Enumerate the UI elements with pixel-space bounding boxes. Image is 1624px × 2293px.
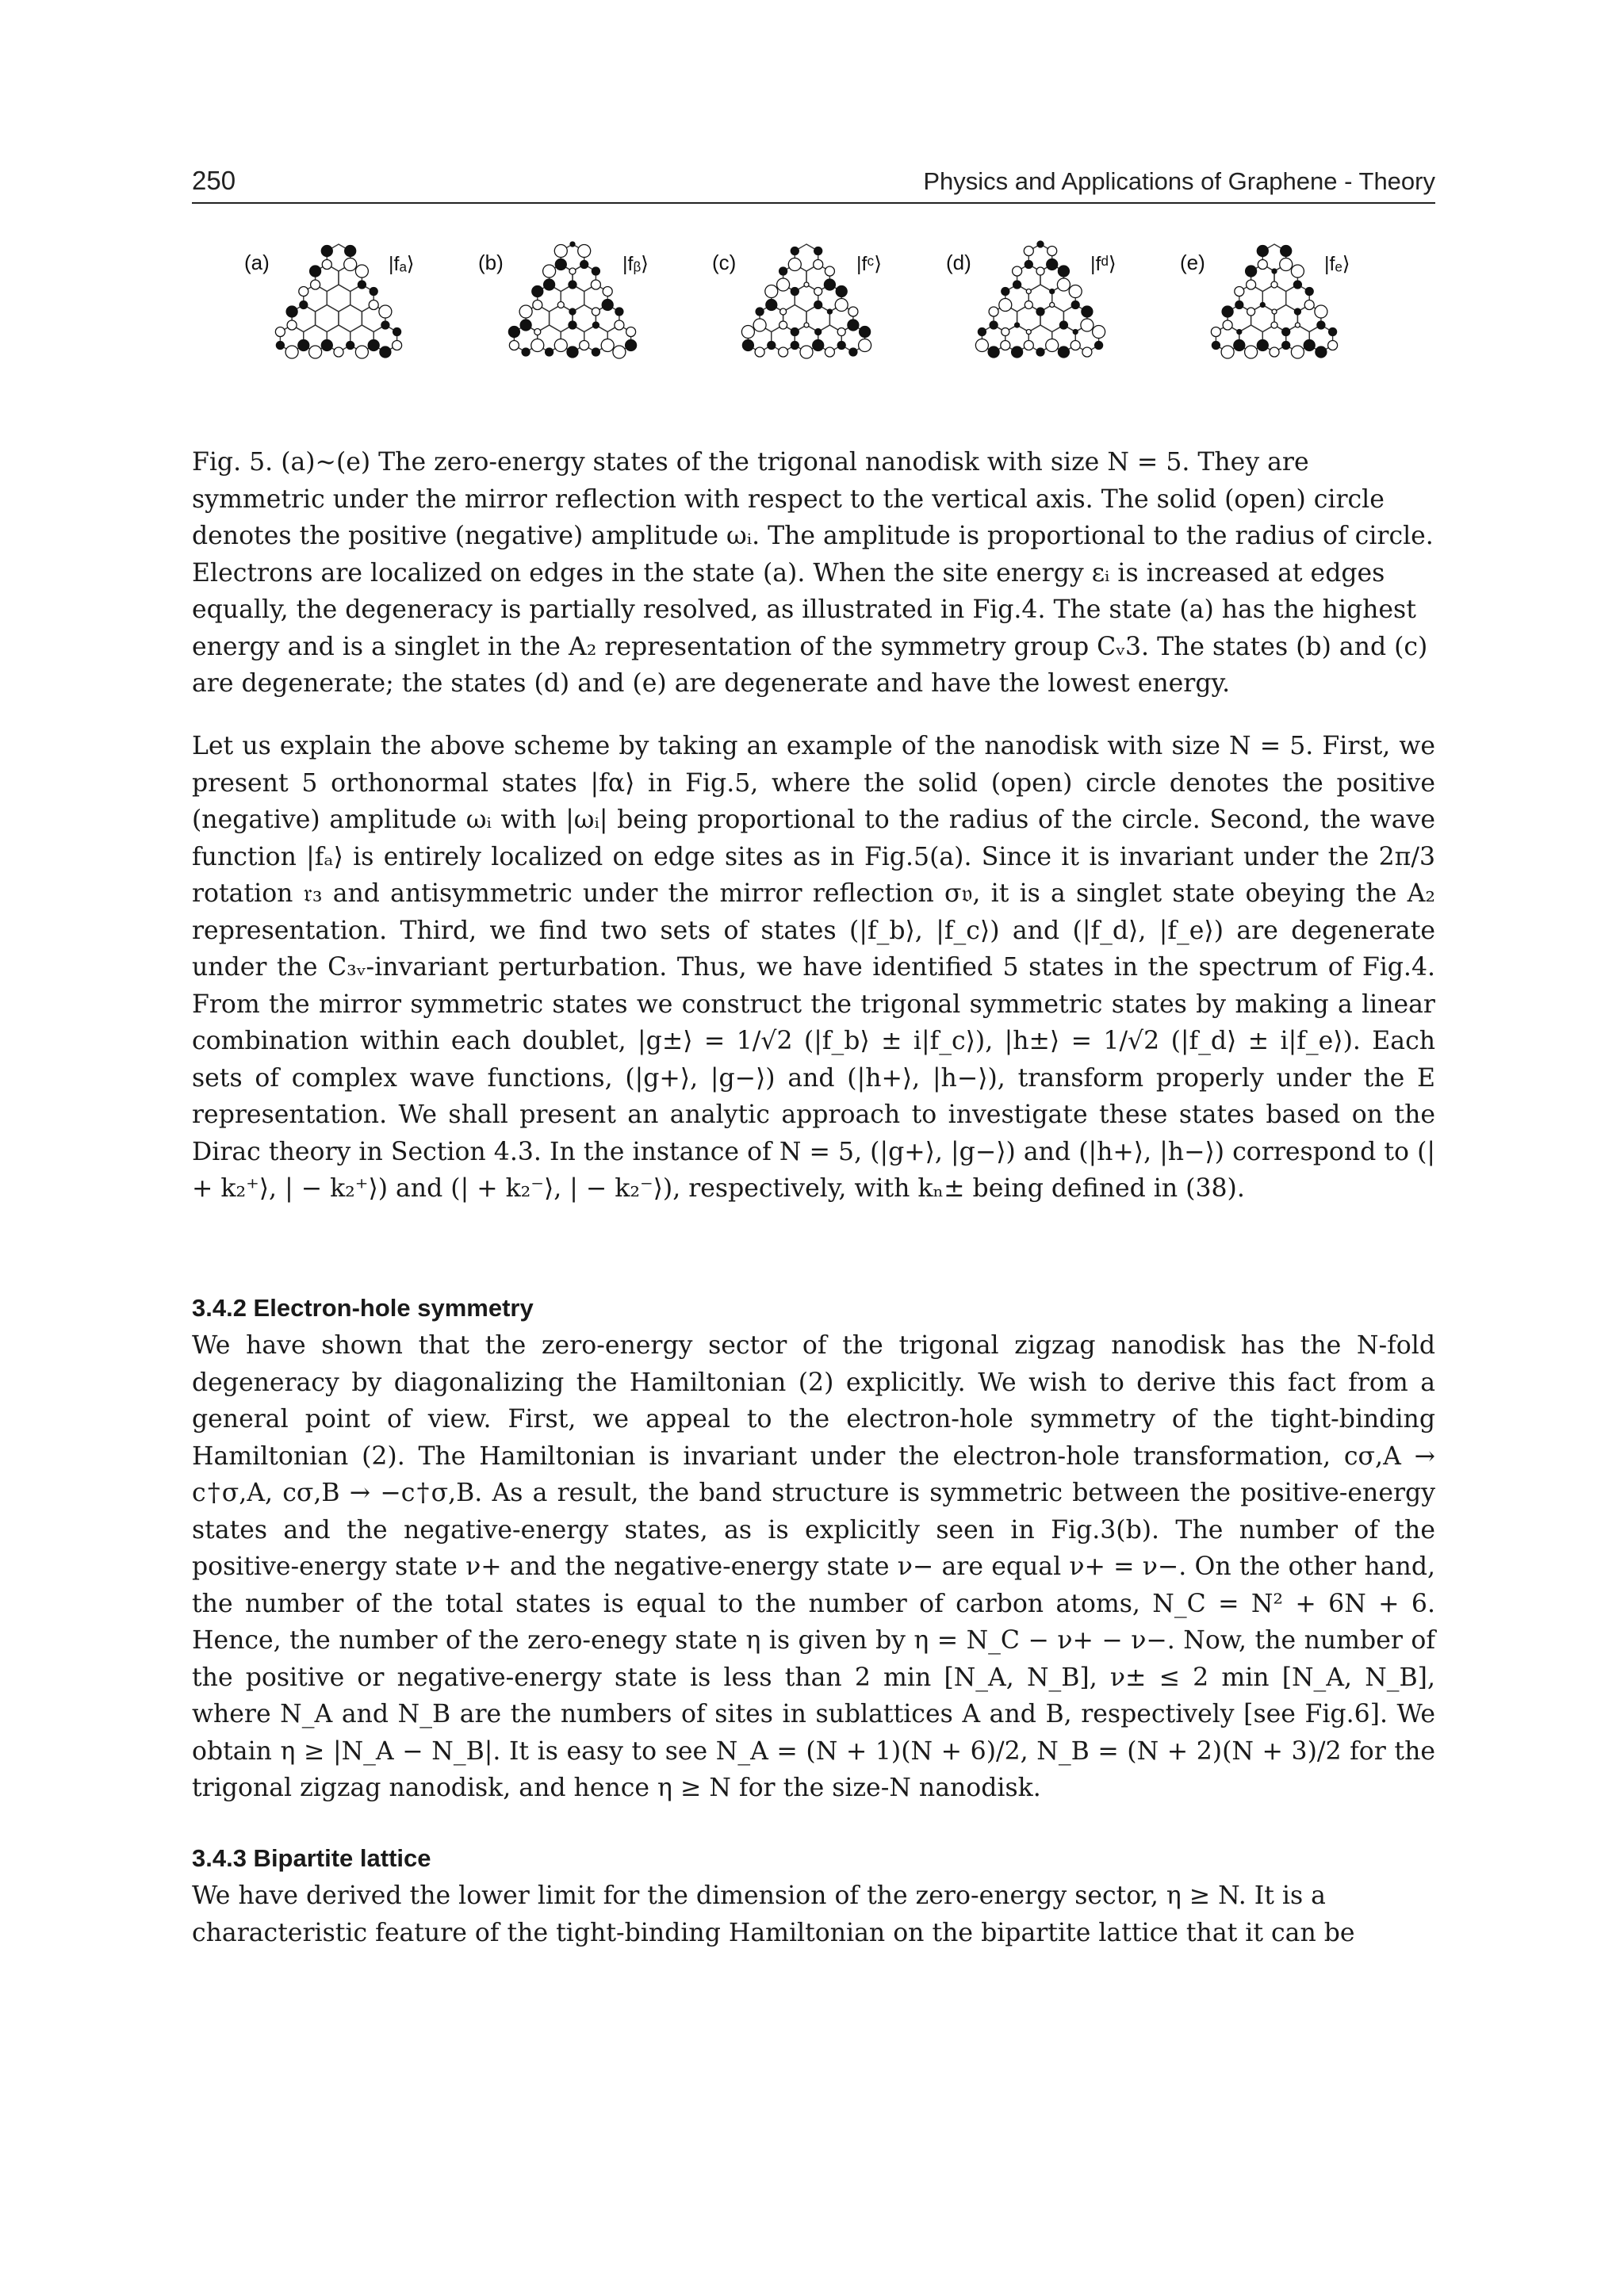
positive-amplitude-dot bbox=[615, 308, 623, 316]
panel-ket: |fₑ⟩ bbox=[1324, 253, 1350, 275]
positive-amplitude-dot bbox=[381, 321, 389, 329]
positive-amplitude-dot bbox=[345, 246, 356, 257]
negative-amplitude-dot bbox=[1024, 247, 1033, 256]
positive-amplitude-dot bbox=[1082, 306, 1093, 317]
positive-amplitude-dot bbox=[1025, 261, 1032, 269]
negative-amplitude-dot bbox=[554, 245, 567, 258]
panel-label: (a) bbox=[244, 251, 270, 274]
positive-amplitude-dot bbox=[1294, 308, 1300, 315]
negative-amplitude-dot bbox=[1050, 303, 1055, 308]
positive-amplitude-dot bbox=[791, 328, 799, 336]
positive-amplitude-dot bbox=[1246, 266, 1257, 277]
positive-amplitude-dot bbox=[990, 321, 998, 329]
negative-amplitude-dot bbox=[825, 266, 834, 276]
positive-amplitude-dot bbox=[347, 342, 354, 350]
negative-amplitude-dot bbox=[311, 280, 320, 289]
positive-amplitude-dot bbox=[1212, 342, 1220, 350]
negative-amplitude-dot bbox=[788, 258, 801, 271]
positive-amplitude-dot bbox=[1281, 246, 1292, 257]
negative-amplitude-dot bbox=[1024, 341, 1033, 350]
positive-amplitude-dot bbox=[380, 346, 391, 358]
negative-amplitude-dot bbox=[592, 308, 599, 316]
negative-amplitude-dot bbox=[1247, 308, 1255, 316]
positive-amplitude-dot bbox=[1305, 288, 1313, 296]
negative-amplitude-dot bbox=[275, 327, 285, 337]
negative-amplitude-dot bbox=[1013, 266, 1022, 276]
negative-amplitude-dot bbox=[531, 339, 544, 352]
section-heading-3-4-3 bbox=[192, 1841, 1435, 1876]
positive-amplitude-dot bbox=[742, 340, 753, 351]
positive-amplitude-dot bbox=[567, 346, 578, 358]
negative-amplitude-dot bbox=[519, 305, 532, 318]
positive-amplitude-dot bbox=[1058, 346, 1069, 358]
negative-amplitude-dot bbox=[1291, 265, 1304, 278]
panel-label: (b) bbox=[478, 251, 504, 274]
negative-amplitude-dot bbox=[1315, 305, 1327, 318]
positive-amplitude-dot bbox=[1282, 328, 1290, 336]
positive-amplitude-dot bbox=[1260, 303, 1265, 308]
negative-amplitude-dot bbox=[1057, 278, 1070, 291]
negative-amplitude-dot bbox=[837, 328, 845, 336]
negative-amplitude-dot bbox=[814, 260, 823, 270]
positive-amplitude-dot bbox=[520, 320, 531, 331]
negative-amplitude-dot bbox=[825, 347, 834, 357]
positive-amplitude-dot bbox=[978, 328, 986, 336]
negative-amplitude-dot bbox=[1026, 289, 1031, 294]
negative-amplitude-dot bbox=[1304, 301, 1314, 310]
positive-amplitude-dot bbox=[1304, 340, 1315, 351]
negative-amplitude-dot bbox=[569, 268, 576, 274]
paragraph-1 bbox=[192, 728, 1435, 1208]
negative-amplitude-dot bbox=[814, 288, 822, 296]
positive-amplitude-dot bbox=[837, 342, 845, 350]
positive-amplitude-dot bbox=[1036, 308, 1044, 316]
negative-amplitude-dot bbox=[603, 287, 612, 297]
negative-amplitude-dot bbox=[509, 341, 519, 350]
positive-amplitude-dot bbox=[1272, 269, 1277, 274]
positive-amplitude-dot bbox=[370, 288, 377, 296]
figure-panel-e bbox=[1159, 228, 1389, 436]
positive-amplitude-dot bbox=[626, 340, 637, 351]
negative-amplitude-dot bbox=[615, 320, 624, 330]
positive-amplitude-dot bbox=[768, 342, 776, 350]
negative-amplitude-dot bbox=[1295, 323, 1300, 327]
figure-panel-a bbox=[224, 228, 454, 436]
panel-ket: |fᵦ⟩ bbox=[622, 253, 649, 275]
negative-amplitude-dot bbox=[1272, 309, 1277, 314]
positive-amplitude-dot bbox=[310, 266, 321, 277]
negative-amplitude-dot bbox=[1211, 327, 1220, 337]
positive-amplitude-dot bbox=[555, 259, 566, 270]
positive-amplitude-dot bbox=[766, 300, 777, 311]
positive-amplitude-dot bbox=[1012, 346, 1023, 358]
section-heading-3-4-2 bbox=[192, 1291, 1435, 1326]
paragraph-text: Let us explain the above scheme by taking an example of the nanodisk with size N = 5. First, we present 5 orthonormal states |fα⟩ in Fig.5, where the solid (open) circle denotes the positive (negative) amplitude ωᵢ with |ωᵢ| being proportional to the radius of the circle. Second, the wave function |fₐ⟩ is entirely localized on edge sites as in Fig.5(a). Since it is invariant under the 2π/3 rotation 𝔯₃ and antisymmetric under the mirror reflection σ𝔳, it is a singlet state obeying the A₂ representation. Third, we find two sets of states (|f_b⟩, |f_c⟩) and (|f_d⟩, |f_e⟩) are degenerate under the C₃ᵥ-invariant perturbation. Thus, we have identified 5 states in the spectrum of Fig.4. From the mirror symmetric states we construct the trigonal symmetric states by making a linear combination within each doublet, |g±⟩ = 1/√2 (|f_b⟩ ± i|f_c⟩), |h±⟩ = 1/√2 (|f_d⟩ ± i|f_e⟩). Each sets of complex wave functions, (|g+⟩, |g−⟩) and (|h+⟩, |h−⟩), transform properly under the E representation. We shall present an analytic approach to investigate these states based on the Dirac theory in Section 4.3. In the instance of N = 5, (|g+⟩, |g−⟩) and (|h+⟩, |h−⟩) correspond to (| + k₂⁺⟩, | − k₂⁺⟩) and (| + k₂⁻⟩, | − k₂⁻⟩), respectively, with kₙ± being defined in (38). bbox=[192, 732, 1435, 1203]
negative-amplitude-dot bbox=[344, 258, 357, 271]
positive-amplitude-dot bbox=[848, 320, 859, 331]
negative-amplitude-dot bbox=[601, 339, 614, 352]
page-number: 250 bbox=[192, 166, 236, 195]
negative-amplitude-dot bbox=[626, 327, 636, 337]
positive-amplitude-dot bbox=[1047, 259, 1058, 270]
negative-amplitude-dot bbox=[1026, 330, 1031, 335]
positive-amplitude-dot bbox=[827, 309, 832, 314]
hexagon-cell bbox=[327, 285, 350, 312]
positive-amplitude-dot bbox=[1002, 288, 1009, 296]
negative-amplitude-dot bbox=[800, 346, 813, 358]
positive-amplitude-dot bbox=[836, 286, 847, 297]
paragraph-text: We have derived the lower limit for the dimension of the zero-energy sector, η ≥ N. It is a characteristic feature of the tight-binding Hamiltonian on the bipartite lattice that it can be bbox=[192, 1881, 1355, 1947]
positive-amplitude-dot bbox=[815, 329, 822, 335]
negative-amplitude-dot bbox=[613, 346, 626, 358]
figure-caption bbox=[192, 444, 1435, 702]
positive-amplitude-dot bbox=[1235, 301, 1243, 309]
negative-amplitude-dot bbox=[755, 347, 764, 357]
negative-amplitude-dot bbox=[1082, 347, 1092, 357]
negative-amplitude-dot bbox=[355, 265, 368, 278]
panel-ket: |fᶜ⟩ bbox=[856, 253, 883, 275]
negative-amplitude-dot bbox=[765, 285, 778, 298]
positive-amplitude-dot bbox=[368, 340, 379, 351]
positive-amplitude-dot bbox=[1037, 241, 1044, 247]
positive-amplitude-dot bbox=[569, 308, 576, 315]
negative-amplitude-dot bbox=[1247, 280, 1256, 289]
panel-ket: |fᵈ⟩ bbox=[1090, 253, 1116, 275]
hexagon-cell bbox=[316, 305, 339, 332]
positive-amplitude-dot bbox=[860, 327, 871, 338]
negative-amplitude-dot bbox=[835, 299, 848, 312]
positive-amplitude-dot bbox=[756, 308, 764, 316]
positive-amplitude-dot bbox=[1059, 321, 1067, 329]
negative-amplitude-dot bbox=[1270, 347, 1279, 357]
negative-amplitude-dot bbox=[393, 341, 402, 350]
positive-amplitude-dot bbox=[592, 348, 599, 356]
negative-amplitude-dot bbox=[779, 347, 788, 357]
negative-amplitude-dot bbox=[1025, 301, 1032, 309]
positive-amplitude-dot bbox=[602, 300, 613, 311]
negative-amplitude-dot bbox=[334, 347, 343, 357]
positive-amplitude-dot bbox=[1293, 281, 1301, 289]
negative-amplitude-dot bbox=[309, 346, 322, 358]
negative-amplitude-dot bbox=[975, 339, 988, 352]
hexagon-cell bbox=[1262, 285, 1285, 312]
hexagon-cell bbox=[339, 305, 362, 332]
positive-amplitude-dot bbox=[791, 288, 799, 296]
positive-amplitude-dot bbox=[1282, 342, 1290, 350]
section-title: 3.4.2 Electron-hole symmetry bbox=[192, 1294, 534, 1322]
positive-amplitude-dot bbox=[580, 261, 588, 269]
positive-amplitude-dot bbox=[813, 340, 824, 351]
negative-amplitude-dot bbox=[999, 299, 1012, 312]
positive-amplitude-dot bbox=[1071, 301, 1079, 309]
positive-amplitude-dot bbox=[1317, 321, 1325, 329]
paragraph-text: We have shown that the zero-energy sector of the trigonal zigzag nanodisk has the N-fold degeneracy by diagonalizing the Hamiltonian (2) explicitly. We wish to derive this fact from a general point of view. First, we appeal to the electron-hole symmetry of the tight-binding Hamiltonian (2). The Hamiltonian is invariant under the electron-hole transformation, cσ,A → c†σ,A, cσ,B → −c†σ,B. As a result, the band structure is symmetric between the positive-energy states and the negative-energy states, as is explicitly seen in Fig.3(b). The number of the positive-energy state ν+ and the negative-energy state ν− are equal ν+ = ν−. On the other hand, the number of the total states is equal to the number of carbon atoms, N_C = N² + 6N + 6. Hence, the number of the zero-enegy state η is given by η = N_C − ν+ − ν−. Now, the number of the positive or negative-energy state is less than 2 min [N_A, N_B], ν± ≤ 2 min [N_A, N_B], where N_A and N_B are the numbers of sites in sublattices A and B, respectively [see Fig.6]. We obtain η ≥ |N_A − N_B|. It is easy to see N_A = (N + 1)(N + 6)/2, N_B = (N + 2)(N + 3)/2 for the trigonal zigzag nanodisk, and hence η ≥ N for the size-N nanodisk. bbox=[192, 1331, 1435, 1802]
positive-amplitude-dot bbox=[358, 281, 366, 289]
positive-amplitude-dot bbox=[592, 267, 599, 275]
negative-amplitude-dot bbox=[1328, 341, 1338, 350]
negative-amplitude-dot bbox=[1245, 346, 1258, 358]
negative-amplitude-dot bbox=[285, 346, 298, 358]
negative-amplitude-dot bbox=[355, 346, 368, 358]
running-title: Physics and Applications of Graphene - Theory bbox=[923, 167, 1435, 195]
positive-amplitude-dot bbox=[300, 301, 308, 309]
positive-amplitude-dot bbox=[569, 321, 576, 329]
panel-label: (c) bbox=[712, 251, 737, 274]
negative-amplitude-dot bbox=[578, 245, 591, 258]
positive-amplitude-dot bbox=[1015, 323, 1020, 327]
negative-amplitude-dot bbox=[753, 319, 766, 331]
positive-amplitude-dot bbox=[532, 286, 543, 297]
positive-amplitude-dot bbox=[1013, 281, 1021, 289]
positive-amplitude-dot bbox=[779, 267, 787, 275]
negative-amplitude-dot bbox=[1221, 346, 1234, 358]
negative-amplitude-dot bbox=[369, 301, 378, 310]
figure-panel-d bbox=[925, 228, 1155, 436]
negative-amplitude-dot bbox=[299, 287, 308, 297]
negative-amplitude-dot bbox=[1291, 346, 1304, 358]
positive-amplitude-dot bbox=[791, 342, 799, 350]
negative-amplitude-dot bbox=[1069, 285, 1082, 298]
section-title: 3.4.3 Bipartite lattice bbox=[192, 1844, 431, 1872]
positive-amplitude-dot bbox=[814, 301, 822, 309]
negative-amplitude-dot bbox=[989, 307, 998, 316]
negative-amplitude-dot bbox=[1235, 287, 1244, 297]
negative-amplitude-dot bbox=[1093, 326, 1105, 339]
positive-amplitude-dot bbox=[276, 342, 284, 350]
negative-amplitude-dot bbox=[1258, 260, 1267, 270]
positive-amplitude-dot bbox=[393, 328, 401, 336]
negative-amplitude-dot bbox=[1280, 258, 1293, 271]
running-header bbox=[192, 163, 1435, 204]
positive-amplitude-dot bbox=[791, 247, 799, 255]
negative-amplitude-dot bbox=[804, 323, 809, 327]
positive-amplitude-dot bbox=[1316, 346, 1327, 358]
positive-amplitude-dot bbox=[988, 346, 999, 358]
figure-panel-b bbox=[458, 228, 688, 436]
negative-amplitude-dot bbox=[1271, 281, 1277, 288]
negative-amplitude-dot bbox=[859, 339, 871, 352]
positive-amplitude-dot bbox=[1036, 348, 1044, 356]
panel-label: (d) bbox=[946, 251, 971, 274]
positive-amplitude-dot bbox=[1050, 289, 1055, 294]
positive-amplitude-dot bbox=[849, 348, 857, 356]
positive-amplitude-dot bbox=[570, 242, 575, 247]
negative-amplitude-dot bbox=[1223, 320, 1232, 330]
negative-amplitude-dot bbox=[779, 321, 787, 329]
positive-amplitude-dot bbox=[1257, 246, 1268, 257]
positive-amplitude-dot bbox=[508, 327, 519, 338]
negative-amplitude-dot bbox=[533, 301, 542, 310]
negative-amplitude-dot bbox=[780, 308, 787, 315]
positive-amplitude-dot bbox=[569, 281, 576, 289]
panel-ket: |fₐ⟩ bbox=[389, 253, 415, 275]
positive-amplitude-dot bbox=[544, 279, 555, 290]
paragraph-3 bbox=[192, 1878, 1435, 1951]
figure-5 bbox=[224, 228, 1389, 436]
positive-amplitude-dot bbox=[1329, 328, 1337, 336]
positive-amplitude-dot bbox=[592, 322, 599, 328]
negative-amplitude-dot bbox=[379, 305, 392, 318]
negative-amplitude-dot bbox=[591, 280, 600, 289]
negative-amplitude-dot bbox=[543, 265, 556, 278]
negative-amplitude-dot bbox=[580, 341, 589, 350]
positive-amplitude-dot bbox=[814, 247, 822, 255]
negative-amplitude-dot bbox=[1081, 319, 1094, 331]
negative-amplitude-dot bbox=[848, 307, 858, 316]
positive-amplitude-dot bbox=[1073, 330, 1078, 335]
paragraph-2 bbox=[192, 1327, 1435, 1807]
figure-panel-c bbox=[691, 228, 921, 436]
negative-amplitude-dot bbox=[1271, 322, 1277, 328]
negative-amplitude-dot bbox=[777, 278, 790, 291]
negative-amplitude-dot bbox=[741, 326, 754, 339]
positive-amplitude-dot bbox=[286, 306, 297, 317]
positive-amplitude-dot bbox=[298, 340, 309, 351]
positive-amplitude-dot bbox=[522, 348, 530, 356]
positive-amplitude-dot bbox=[1237, 330, 1242, 335]
negative-amplitude-dot bbox=[1046, 339, 1059, 352]
positive-amplitude-dot bbox=[1095, 342, 1103, 350]
negative-amplitude-dot bbox=[1036, 267, 1044, 275]
positive-amplitude-dot bbox=[824, 279, 835, 290]
positive-amplitude-dot bbox=[1058, 266, 1069, 277]
negative-amplitude-dot bbox=[534, 329, 541, 335]
negative-amplitude-dot bbox=[804, 282, 809, 287]
negative-amplitude-dot bbox=[1002, 328, 1009, 336]
positive-amplitude-dot bbox=[1257, 340, 1268, 351]
positive-amplitude-dot bbox=[321, 340, 332, 351]
positive-amplitude-dot bbox=[1222, 306, 1233, 317]
negative-amplitude-dot bbox=[287, 320, 297, 330]
caption-text: Fig. 5. (a)∼(e) The zero-energy states of the trigonal nanodisk with size N = 5. They are symmetric under the mirror reflection with respect to the vertical axis. The solid (open) circle denotes the positive (negative) amplitude ωᵢ. The amplitude is proportional to the radius of circle. Electrons are localized on edges in the state (a). When the site energy εᵢ is increased at edges equally, the degeneracy is partially resolved, as illustrated in Fig.4. The state (a) has the highest energy and is a singlet in the A₂ representation of the symmetry group Cᵥ3. The states (b) and (c) are degenerate; the states (d) and (e) are degenerate and have the lowest energy. bbox=[192, 448, 1434, 698]
positive-amplitude-dot bbox=[1234, 340, 1245, 351]
negative-amplitude-dot bbox=[1048, 247, 1057, 256]
panel-label: (e) bbox=[1180, 251, 1205, 274]
positive-amplitude-dot bbox=[321, 246, 332, 257]
positive-amplitude-dot bbox=[546, 348, 553, 356]
negative-amplitude-dot bbox=[557, 302, 564, 308]
negative-amplitude-dot bbox=[1001, 341, 1010, 350]
negative-amplitude-dot bbox=[554, 339, 567, 352]
negative-amplitude-dot bbox=[322, 260, 331, 270]
negative-amplitude-dot bbox=[1071, 341, 1080, 350]
